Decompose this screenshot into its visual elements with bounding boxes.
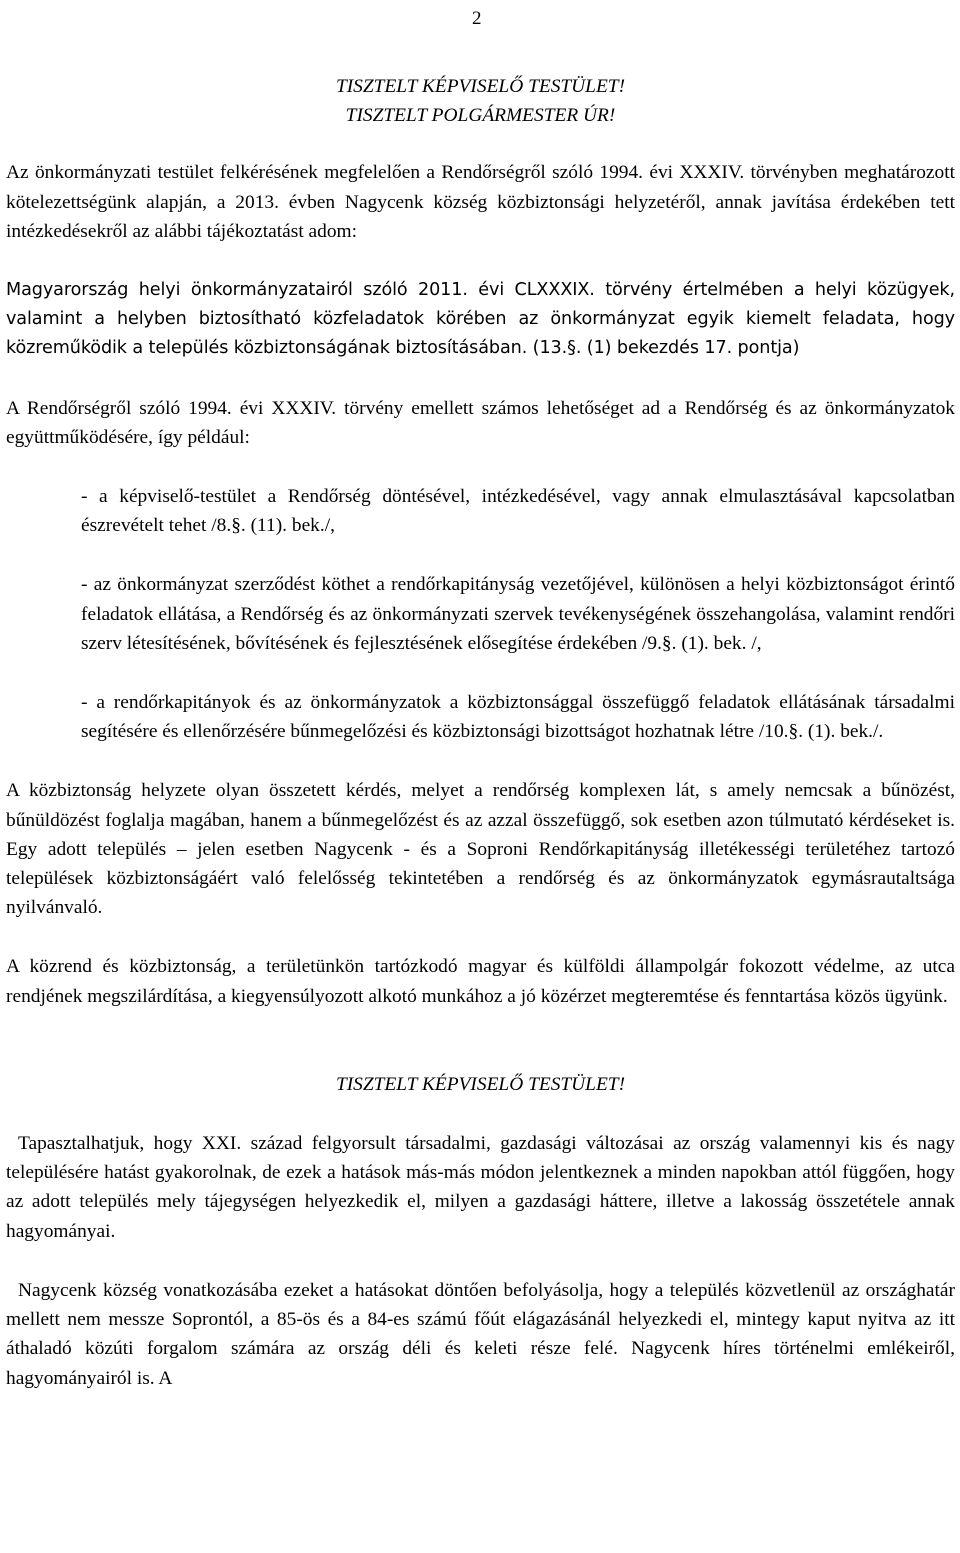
page-number: 2: [472, 8, 482, 29]
intro-paragraph: Az önkormányzati testület felkérésének megfelelően a Rendőrségről szóló 1994. évi XXXIV. törvényben meghatározott kötelezettségünk alapján, a 2013. évben Nagycenk község közbiztonsági helyzetéről, annak javítása érdekében tett intézkedésekről az alábbi tájékoztatást adom:: [6, 162, 955, 242]
location-paragraph: Nagycenk község vonatkozásába ezeket a hatásokat döntően befolyásolja, hogy a település közvetlenül az országhatár mellett nem messze Soprontól, a 85-ös és a 84-es számú főút elágazásánál helyezkedi el, mintegy kaput nyitva az itt áthaladó közúti forgalom számára az ország déli és keleti része felé. Nagycenk híres történelmi emlékeiről, hagyományairól is. A: [6, 1279, 955, 1389]
law-paragraph-2011: Magyarország helyi önkormányzatairól szóló 2011. évi CLXXXIX. törvény értelmében a helyi közügyek, valamint a helyben biztosítható közfeladatok körében az önkormányzat egyik kiemelt feladata, hogy közreműködik a település közbiztonságának biztosításában. (13.§. (1) bekezdés 17. pontja): [6, 280, 955, 359]
list-item-committee: - a rendőrkapitányok és az önkormányzatok a közbiztonsággal összefüggő feladatok ellátásának társadalmi segítésére és ellenőrzésére bűnmegelőzési és közbiztonsági bizottságot hozhatnak létre /10.§. (1). bek./.: [81, 692, 955, 743]
document-page: [6, 0, 955, 1393]
section-heading-council: TISZTELT KÉPVISELŐ TESTÜLET!: [335, 1073, 626, 1095]
law-paragraph-1994: A Rendőrségről szóló 1994. évi XXXIV. törvény emellett számos lehetőséget ad a Rendőrség és az önkormányzatok együttműködésére, így például:: [6, 397, 955, 448]
public-order-paragraph: A közrend és közbiztonság, a területünkön tartózkodó magyar és külföldi állampolgár fokozott védelme, az utca rendjének megszilárdítása, a kiegyensúlyozott alkotó munkához a jó közérzet megteremtése és fenntartása közös ügyünk.: [6, 956, 955, 1007]
public-safety-paragraph: A közbiztonság helyzete olyan összetett kérdés, melyet a rendőrség komplexen lát, s amely nemcsak a bűnözést, bűnüldözést foglalja magában, hanem a bűnmegelőzést és az azzal összefüggő, sok esetben azon túlmutató kérdéseket is. Egy adott település – jelen esetben Nagycenk - és a Soproni Rendőrkapitányság illetékességi területéhez tartozó települések közbiztonságáért való felelősség tekintetében a rendőrség és az önkormányzatok egymásrautaltsága nyilvánvaló.: [6, 780, 955, 919]
list-item-contract: - az önkormányzat szerződést köthet a rendőrkapitányság vezetőjével, különösen a helyi közbiztonságot érintő feladatok ellátása, a Rendőrség és az önkormányzati szervek tevékenységének összehangolása, valamint rendőri szerv létesítésének, bővítésének és fejlesztésének elősegítése érdekében /9.§. (1). bek. /,: [81, 574, 955, 654]
list-item-council-remark: - a képviselő-testület a Rendőrség döntésével, intézkedésével, vagy annak elmulasztásával kapcsolatban észrevételt tehet /8.§. (11). bek./,: [81, 486, 955, 537]
changes-paragraph: Tapasztalhatjuk, hogy XXI. század felgyorsult társadalmi, gazdasági változásai az ország valamennyi kis és nagy településére hatást gyakorolnak, de ezek a hatások más-más módon jelentkeznek a minden napokban attól függően, hogy az adott település mely tájegységen helyezkedik el, milyen a gazdasági háttere, illetve a lakosság összetétele annak hagyományai.: [6, 1133, 955, 1242]
greeting-heading-council: TISZTELT KÉPVISELŐ TESTÜLET!: [335, 76, 626, 97]
greeting-heading-mayor: TISZTELT POLGÁRMESTER ÚR!: [345, 105, 616, 127]
